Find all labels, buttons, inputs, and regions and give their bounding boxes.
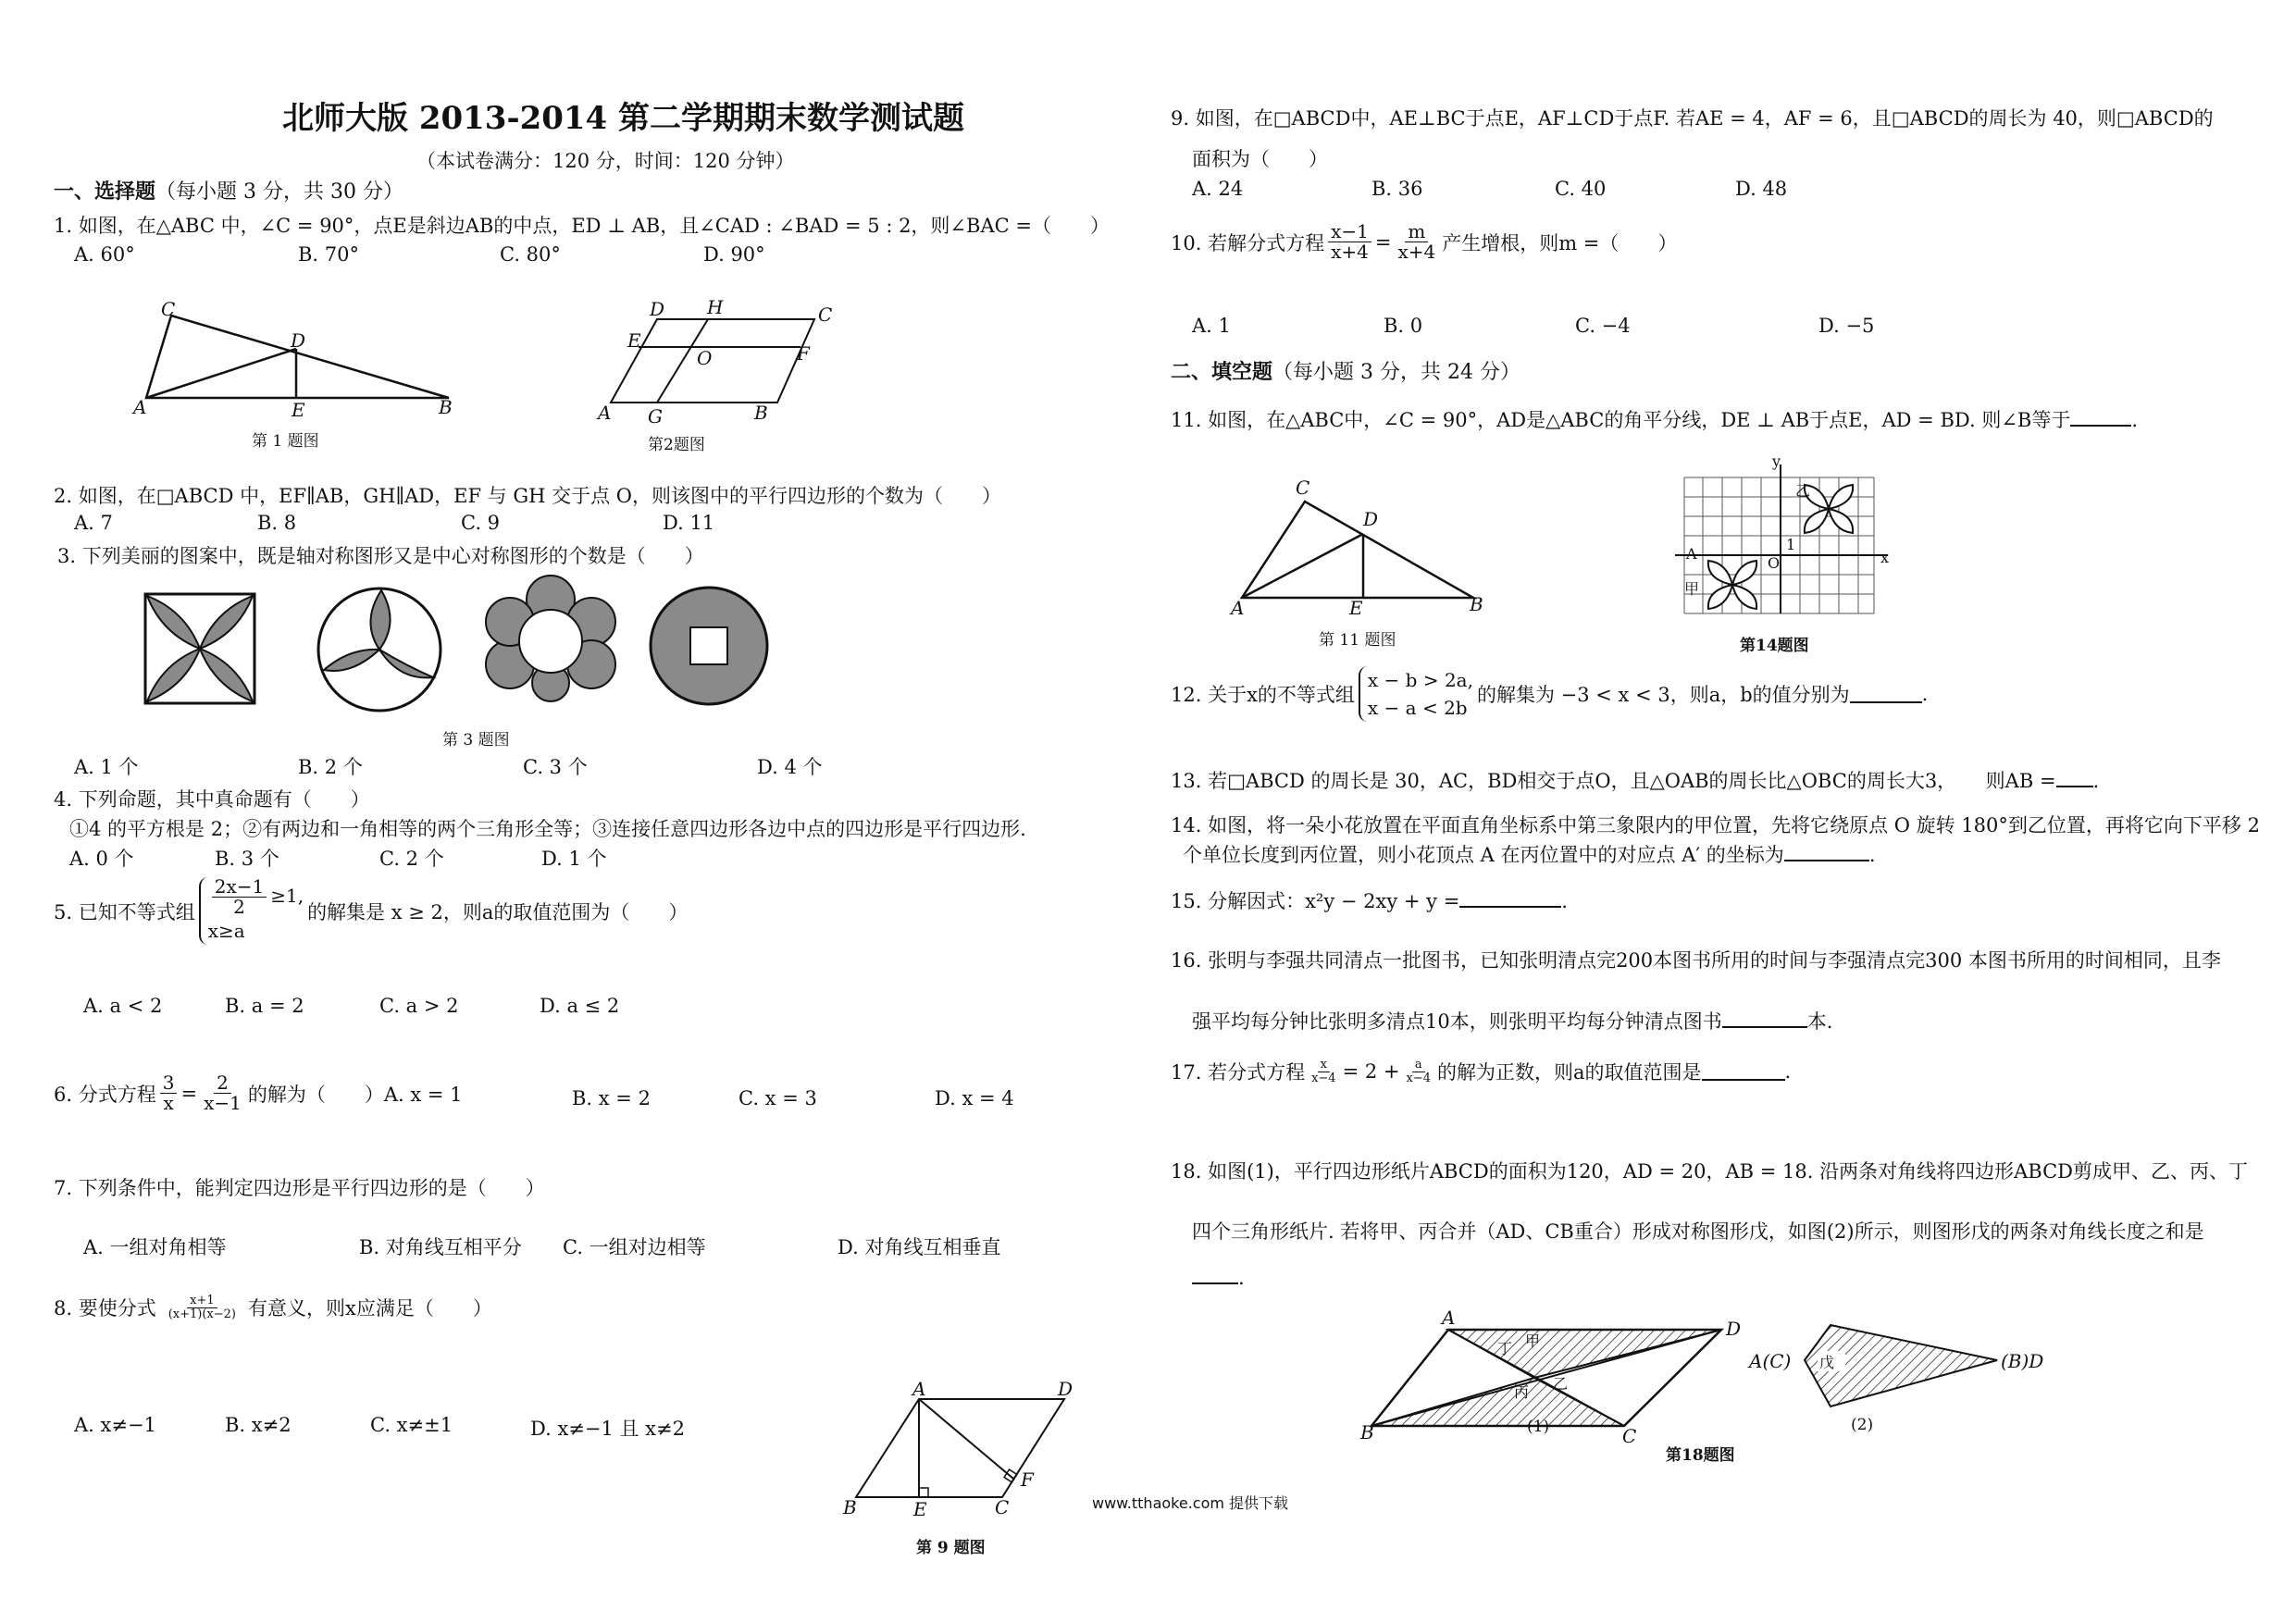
svg-text:D: D [291, 329, 306, 352]
svg-text:A: A [912, 1378, 926, 1400]
q10-option-a: A. 1 [1192, 315, 1231, 337]
q17-right-numerator: a [1412, 1059, 1425, 1072]
q2-option-d: D. 11 [663, 512, 715, 534]
q12-row1: x − b > 2a, [1367, 669, 1473, 691]
q7-option-d: D. 对角线互相垂直 [838, 1236, 1001, 1258]
q3-option-b: B. 2 个 [298, 756, 363, 778]
section-label: 二、填空题 [1171, 360, 1273, 384]
svg-text:B: B [1360, 1421, 1374, 1443]
q1-option-a: A. 60° [74, 243, 135, 266]
svg-text:A: A [1231, 597, 1245, 619]
svg-text:E: E [913, 1498, 927, 1520]
q3-option-a: A. 1 个 [74, 756, 139, 778]
question-14-cont: 个单位长度到丙位置，则小花顶点 A 在丙位置中的对应点 A′ 的坐标为 . [1183, 844, 1876, 866]
figure-18-parallelogram [1360, 1307, 1749, 1447]
svg-text:C: C [161, 298, 176, 320]
svg-text:E: E [292, 399, 305, 421]
figure-18-label-1: (1) [1527, 1418, 1550, 1436]
q12-suffix: 的解集为 −3 < x < 3，则a，b的值分别为 [1476, 684, 1850, 706]
q8-option-a: A. x≠−1 [74, 1414, 156, 1436]
q6-option-c: C. x = 3 [738, 1087, 817, 1109]
figure-2-caption: 第2题图 [648, 436, 705, 454]
svg-text:(B)D: (B)D [2001, 1350, 2044, 1372]
svg-text:甲: 甲 [1684, 580, 1700, 598]
question-8 [54, 1294, 492, 1321]
q13-text: 13. 若□ABCD 的周长是 30，AC，BD相交于点O，且△OAB的周长比△OBC的周长大3， 则AB = [1171, 770, 2056, 792]
q9-option-c: C. 40 [1555, 178, 1607, 200]
page-title: 北师大版 2013-2014 第二学期期末数学测试题 [282, 100, 965, 137]
question-15: 15. 分解因式：x²y − 2xy + y = . [1171, 890, 1568, 912]
figure-1-triangle [130, 298, 463, 421]
question-4-statements: ①4 的平方根是 2；②有两边和一角相等的两个三角形全等；③连接任意四边形各边中点的四边形是平行四边形. [69, 818, 1026, 840]
q9-option-b: B. 36 [1371, 178, 1423, 200]
pattern-coin-icon [648, 585, 773, 710]
svg-text:E: E [627, 329, 641, 352]
section-fill-heading [1171, 356, 1520, 385]
q3-option-d: D. 4 个 [757, 756, 823, 778]
q5-option-b: B. a = 2 [225, 995, 304, 1017]
q1-option-b: B. 70° [298, 243, 360, 266]
figure-11-caption: 第 11 题图 [1319, 631, 1396, 650]
q6-suffix: 的解为（ ）A. x = 1 [247, 1083, 463, 1106]
svg-text:x: x [1880, 549, 1890, 566]
q8-prefix: 8. 要使分式 [54, 1297, 156, 1319]
q4-option-d: D. 1 个 [541, 848, 607, 870]
q2-option-c: C. 9 [461, 512, 501, 534]
figure-14-caption: 第14题图 [1740, 637, 1809, 655]
svg-text:O: O [1768, 554, 1781, 572]
q5-prefix: 5. 已知不等式组 [54, 900, 195, 923]
svg-text:G: G [648, 405, 663, 427]
q17-prefix: 17. 若分式方程 [1171, 1061, 1306, 1084]
q6-prefix: 6. 分式方程 [54, 1083, 156, 1106]
question-18: 18. 如图(1)，平行四边形纸片ABCD的面积为120，AD = 20，AB = 18. 沿两条对角线将四边形ABCD剪成甲、乙、丙、丁 [1171, 1160, 2248, 1183]
q6-option-b: B. x = 2 [572, 1087, 651, 1109]
svg-text:丙: 丙 [1514, 1383, 1530, 1401]
q5-row1-denominator: 2 [233, 896, 245, 918]
page-subtitle: （本试卷满分：120 分，时间：120 分钟） [416, 150, 795, 172]
svg-text:B: B [754, 402, 768, 424]
svg-text:A: A [1686, 545, 1697, 563]
q18-answer-blank[interactable] [1192, 1266, 1238, 1284]
svg-text:甲: 甲 [1525, 1332, 1541, 1350]
svg-text:D: D [650, 298, 665, 320]
svg-text:C: C [818, 304, 833, 326]
q13-answer-blank[interactable] [2056, 769, 2093, 787]
question-6 [54, 1073, 463, 1113]
q8-option-b: B. x≠2 [225, 1414, 292, 1436]
question-10 [1171, 222, 1677, 262]
q9-option-d: D. 48 [1735, 178, 1788, 200]
q9-option-a: A. 24 [1192, 178, 1244, 200]
svg-text:C: C [995, 1496, 1010, 1518]
q6-equals: = [180, 1082, 198, 1105]
question-4: 4. 下列命题，其中真命题有（ ） [54, 788, 370, 811]
svg-text:A: A [1442, 1307, 1456, 1329]
svg-text:乙: 乙 [1795, 482, 1811, 500]
q5-row1-numerator: 2x−1 [212, 877, 267, 898]
section-label: 一、选择题 [54, 180, 156, 204]
pattern-flower-icon [489, 574, 614, 703]
q16-answer-blank[interactable] [1722, 1010, 1807, 1028]
svg-text:D: D [1726, 1318, 1742, 1340]
q4-option-a: A. 0 个 [69, 848, 134, 870]
q16-text-a: 强平均每分钟比张明多清点10本，则张明平均每分钟清点图书 [1192, 1010, 1722, 1033]
q10-option-d: D. −5 [1818, 315, 1875, 337]
svg-text:A(C): A(C) [1749, 1350, 1792, 1372]
section-note: （每小题 3 分，共 24 分） [1272, 361, 1520, 384]
q10-equals: = [1374, 230, 1392, 254]
svg-text:F: F [797, 342, 810, 365]
figure-14-coordinate-grid [1666, 452, 1906, 626]
question-9: 9. 如图，在□ABCD中，AE⊥BC于点E，AF⊥CD于点F. 若AE = 4，AF = 6，且□ABCD的周长为 40，则□ABCD的 [1171, 107, 2214, 130]
svg-text:H: H [707, 296, 724, 318]
question-17: 17. 若分式方程 $\frac{x}{x-4}$ = 2 + $\frac{a}{x-4}$ 的解为正数，则a的取值范围是 . [1171, 1057, 1792, 1085]
section-choice-heading [54, 176, 403, 204]
q5-row1 [208, 877, 304, 917]
q5-row1-relation: ≥1, [270, 885, 304, 907]
svg-text:B: B [843, 1496, 857, 1518]
question-2: 2. 如图，在□ABCD 中，EF∥AB，GH∥AD，EF 与 GH 交于点 O，则该图中的平行四边形的个数为（ ） [54, 485, 1002, 507]
question-1: 1. 如图，在△ABC 中，∠C = 90°，点E是斜边AB的中点，ED ⊥ AB，且∠CAD : ∠BAD = 5 : 2，则∠BAC =（ ） [54, 215, 1110, 237]
q10-right-numerator: m [1405, 222, 1428, 242]
question-9-cont: 面积为（ ） [1192, 148, 1328, 170]
q6-left-denominator: x [163, 1092, 174, 1114]
svg-text:丁: 丁 [1497, 1340, 1513, 1357]
q3-option-c: C. 3 个 [523, 756, 588, 778]
figure-2-parallelogram [592, 291, 851, 426]
svg-text:D: D [1363, 508, 1379, 530]
question-14: 14. 如图，将一朵小花放置在平面直角坐标系中第三象限内的甲位置，先将它绕原点 O 旋转 180°到乙位置，再将它向下平移 2 [1171, 814, 2260, 836]
figure-9-parallelogram [843, 1378, 1087, 1522]
svg-text:D: D [1058, 1378, 1074, 1400]
question-11: 11. 如图，在△ABC中，∠C = 90°，AD是△ABC的角平分线，DE ⊥ AB于点E，AD = BD. 则∠B等于 . [1171, 409, 2139, 431]
pattern-circle-three-blades-icon [315, 585, 444, 714]
q17-right-denominator: x−4 [1406, 1071, 1431, 1085]
svg-text:戊: 戊 [1819, 1354, 1835, 1371]
q6-right-numerator: 2 [214, 1073, 231, 1094]
svg-text:C: C [1296, 477, 1310, 499]
pattern-square-petals-icon [143, 592, 259, 708]
q17-suffix: 的解为正数，则a的取值范围是 [1436, 1061, 1702, 1084]
q17-answer-blank[interactable] [1702, 1062, 1785, 1081]
svg-text:A: A [133, 396, 147, 418]
q15-answer-blank[interactable] [1459, 889, 1561, 908]
q14-text: 个单位长度到丙位置，则小花顶点 A 在丙位置中的对应点 A′ 的坐标为 [1183, 844, 1784, 866]
q1-option-c: C. 80° [500, 243, 561, 266]
question-7: 7. 下列条件中，能判定四边形是平行四边形的是（ ） [54, 1177, 545, 1199]
svg-text:乙: 乙 [1553, 1375, 1569, 1393]
svg-text:y: y [1772, 452, 1781, 470]
figure-18-kite [1749, 1314, 2054, 1416]
q12-answer-blank[interactable] [1850, 685, 1922, 703]
q8-denominator: (x+1)(x−2) [168, 1307, 236, 1321]
figure-9-caption: 第 9 题图 [916, 1539, 986, 1557]
figure-11-triangle [1231, 474, 1490, 617]
section-note: （每小题 3 分，共 30 分） [155, 180, 403, 204]
q5-option-a: A. a < 2 [83, 995, 163, 1017]
question-18-cont: 四个三角形纸片. 若将甲、丙合并（AD、CB重合）形成对称图形戊，如图(2)所示，则图形戊的两条对角线长度之和是 [1192, 1220, 2204, 1243]
svg-text:A: A [598, 402, 612, 424]
q11-answer-blank[interactable] [2070, 408, 2131, 427]
figure-3-caption: 第 3 题图 [442, 731, 510, 750]
q7-option-b: B. 对角线互相平分 [359, 1236, 522, 1258]
q10-option-b: B. 0 [1384, 315, 1423, 337]
figure-18-label-2: (2) [1851, 1416, 1874, 1434]
q14-answer-blank[interactable] [1784, 843, 1869, 861]
q5-inequality-system [199, 877, 304, 945]
question-16-cont [1192, 1007, 1832, 1035]
q6-right-denominator: x−1 [204, 1092, 242, 1114]
q10-left-numerator: x−1 [1328, 222, 1371, 242]
q8-option-d: D. x≠−1 且 x≠2 [530, 1418, 685, 1440]
q2-option-a: A. 7 [74, 512, 113, 534]
q5-row2: x≥a [207, 920, 245, 942]
svg-text:F: F [1021, 1468, 1034, 1491]
q10-right-denominator: x+4 [1397, 241, 1436, 263]
q11-text: 11. 如图，在△ABC中，∠C = 90°，AD是△ABC的角平分线，DE ⊥ AB于点E，AD = BD. 则∠B等于 [1171, 409, 2071, 431]
svg-text:1: 1 [1786, 536, 1796, 553]
q17-left-numerator: x [1318, 1059, 1330, 1072]
svg-text:O: O [697, 347, 713, 369]
q6-option-d: D. x = 4 [935, 1087, 1014, 1109]
question-16: 16. 张明与李强共同清点一批图书，已知张明清点完200本图书所用的时间与李强清点完300 本图书所用的时间相同，且李 [1171, 949, 2221, 972]
q10-suffix: 产生增根，则m =（ ） [1442, 231, 1678, 254]
q16-text-b: 本. [1806, 1010, 1833, 1033]
q5-suffix: 的解集是 x ≥ 2，则a的取值范围为（ ） [307, 900, 689, 923]
q5-option-c: C. a > 2 [379, 995, 459, 1017]
q12-prefix: 12. 关于x的不等式组 [1171, 684, 1355, 706]
q2-option-b: B. 8 [257, 512, 297, 534]
q6-left-numerator: 3 [160, 1073, 178, 1094]
svg-text:C: C [1622, 1425, 1637, 1447]
q5-option-d: D. a ≤ 2 [540, 995, 620, 1017]
q7-option-c: C. 一组对边相等 [563, 1236, 706, 1258]
q8-suffix: 有意义，则x应满足（ ） [248, 1297, 492, 1319]
footer-source: www.tthaoke.com 提供下载 [1092, 1494, 1289, 1512]
q15-text: 15. 分解因式：x²y − 2xy + y = [1171, 890, 1460, 912]
q10-left-denominator: x+4 [1331, 241, 1369, 263]
question-5 [54, 877, 688, 945]
figure-1-caption: 第 1 题图 [252, 432, 319, 451]
q17-mid: = 2 + [1342, 1060, 1400, 1083]
q8-option-c: C. x≠±1 [370, 1414, 453, 1436]
q1-option-d: D. 90° [703, 243, 765, 266]
svg-text:B: B [1470, 593, 1483, 615]
q7-option-a: A. 一组对角相等 [83, 1236, 227, 1258]
q10-prefix: 10. 若解分式方程 [1171, 231, 1325, 254]
question-3: 3. 下列美丽的图案中，既是轴对称图形又是中心对称图形的个数是（ ） [57, 545, 704, 567]
q10-option-c: C. −4 [1575, 315, 1631, 337]
question-12: 12. 关于x的不等式组 x − b > 2a, x − a < 2b 的解集为 −3 < x < 3，则a，b的值分别为 . [1171, 666, 1928, 722]
q4-option-c: C. 2 个 [379, 848, 444, 870]
figure-18-caption: 第18题图 [1666, 1446, 1735, 1465]
q4-option-b: B. 3 个 [215, 848, 279, 870]
q8-numerator: x+1 [187, 1295, 217, 1308]
question-18-answer-line: . [1192, 1266, 1245, 1289]
question-13: 13. 若□ABCD 的周长是 30，AC，BD相交于点O，且△OAB的周长比△OBC的周长大3， 则AB = . [1171, 770, 2100, 792]
svg-text:B: B [439, 396, 453, 418]
q12-row2: x − a < 2b [1367, 697, 1468, 719]
q12-inequality-system [1359, 666, 1473, 722]
svg-text:E: E [1349, 597, 1363, 619]
q17-left-denominator: x−4 [1311, 1071, 1336, 1085]
